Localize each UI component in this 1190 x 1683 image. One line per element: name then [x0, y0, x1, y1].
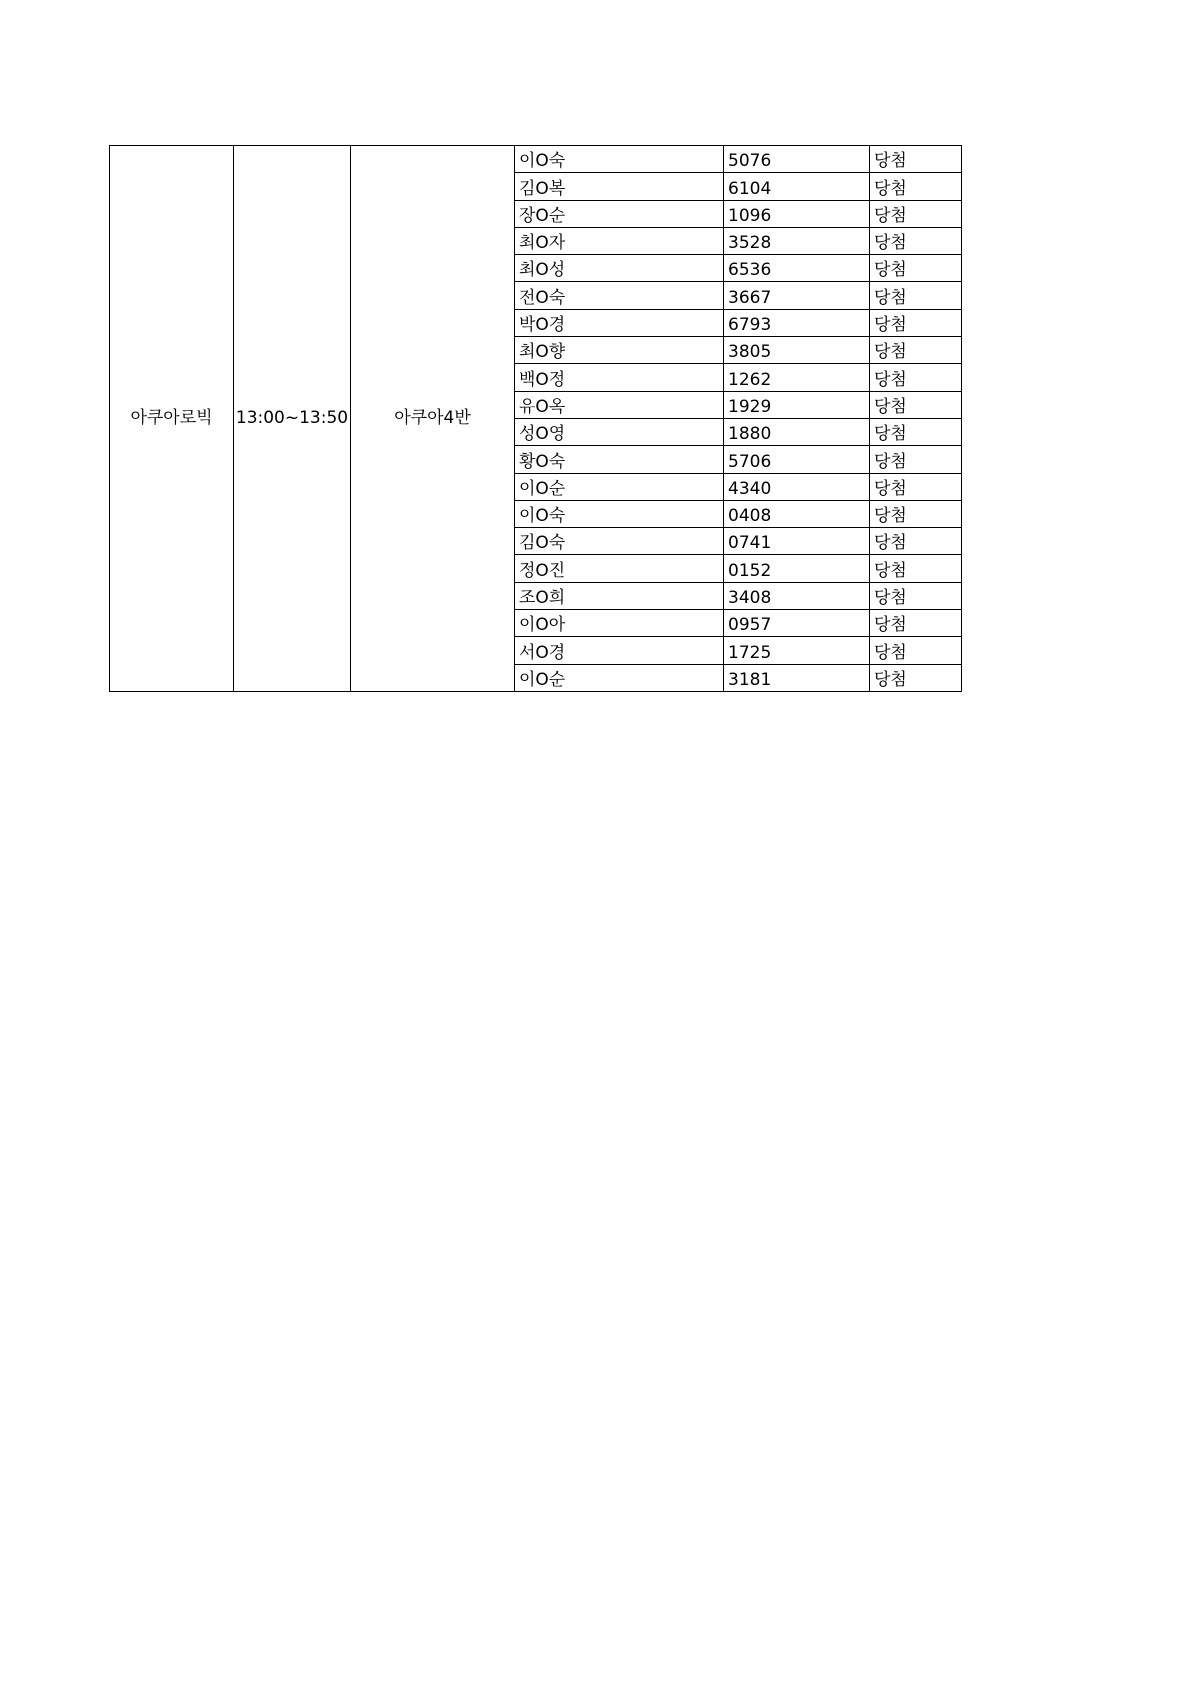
- number-cell: 1880: [724, 418, 870, 445]
- number-cell: 3805: [724, 337, 870, 364]
- result-cell: 당첨: [870, 582, 962, 609]
- result-cell: 당첨: [870, 500, 962, 527]
- name-cell: 박O경: [515, 309, 724, 336]
- result-cell: 당첨: [870, 146, 962, 173]
- number-cell: 3667: [724, 282, 870, 309]
- number-cell: 0408: [724, 500, 870, 527]
- program-cell: 아쿠아로빅: [110, 146, 234, 692]
- result-cell: 당첨: [870, 282, 962, 309]
- name-cell: 이O아: [515, 610, 724, 637]
- time-cell: 13:00~13:50: [234, 146, 351, 692]
- result-cell: 당첨: [870, 173, 962, 200]
- result-cell: 당첨: [870, 255, 962, 282]
- class-name-cell: 아쿠아4반: [351, 146, 515, 692]
- name-cell: 정O진: [515, 555, 724, 582]
- number-cell: 0957: [724, 610, 870, 637]
- number-cell: 1725: [724, 637, 870, 664]
- number-cell: 0152: [724, 555, 870, 582]
- name-cell: 장O순: [515, 200, 724, 227]
- number-cell: 5076: [724, 146, 870, 173]
- number-cell: 6104: [724, 173, 870, 200]
- result-cell: 당첨: [870, 610, 962, 637]
- name-cell: 김O복: [515, 173, 724, 200]
- result-cell: 당첨: [870, 227, 962, 254]
- result-cell: 당첨: [870, 309, 962, 336]
- number-cell: 0741: [724, 528, 870, 555]
- name-cell: 이O숙: [515, 500, 724, 527]
- name-cell: 김O숙: [515, 528, 724, 555]
- number-cell: 4340: [724, 473, 870, 500]
- number-cell: 1262: [724, 364, 870, 391]
- result-cell: 당첨: [870, 473, 962, 500]
- number-cell: 6536: [724, 255, 870, 282]
- name-cell: 이O숙: [515, 146, 724, 173]
- result-cell: 당첨: [870, 391, 962, 418]
- name-cell: 조O희: [515, 582, 724, 609]
- name-cell: 성O영: [515, 418, 724, 445]
- number-cell: 5706: [724, 446, 870, 473]
- name-cell: 유O옥: [515, 391, 724, 418]
- number-cell: 6793: [724, 309, 870, 336]
- result-cell: 당첨: [870, 555, 962, 582]
- table-row: [110, 146, 962, 173]
- result-cell: 당첨: [870, 664, 962, 691]
- number-cell: 1929: [724, 391, 870, 418]
- name-cell: 백O정: [515, 364, 724, 391]
- lottery-results-table: [109, 145, 962, 692]
- name-cell: 전O숙: [515, 282, 724, 309]
- number-cell: 1096: [724, 200, 870, 227]
- name-cell: 최O성: [515, 255, 724, 282]
- result-cell: 당첨: [870, 637, 962, 664]
- name-cell: 이O순: [515, 473, 724, 500]
- name-cell: 최O자: [515, 227, 724, 254]
- table-body: [110, 146, 962, 692]
- result-cell: 당첨: [870, 528, 962, 555]
- number-cell: 3408: [724, 582, 870, 609]
- result-cell: 당첨: [870, 337, 962, 364]
- name-cell: 황O숙: [515, 446, 724, 473]
- name-cell: 서O경: [515, 637, 724, 664]
- number-cell: 3181: [724, 664, 870, 691]
- name-cell: 이O순: [515, 664, 724, 691]
- result-cell: 당첨: [870, 446, 962, 473]
- number-cell: 3528: [724, 227, 870, 254]
- result-cell: 당첨: [870, 418, 962, 445]
- result-cell: 당첨: [870, 364, 962, 391]
- result-cell: 당첨: [870, 200, 962, 227]
- name-cell: 최O향: [515, 337, 724, 364]
